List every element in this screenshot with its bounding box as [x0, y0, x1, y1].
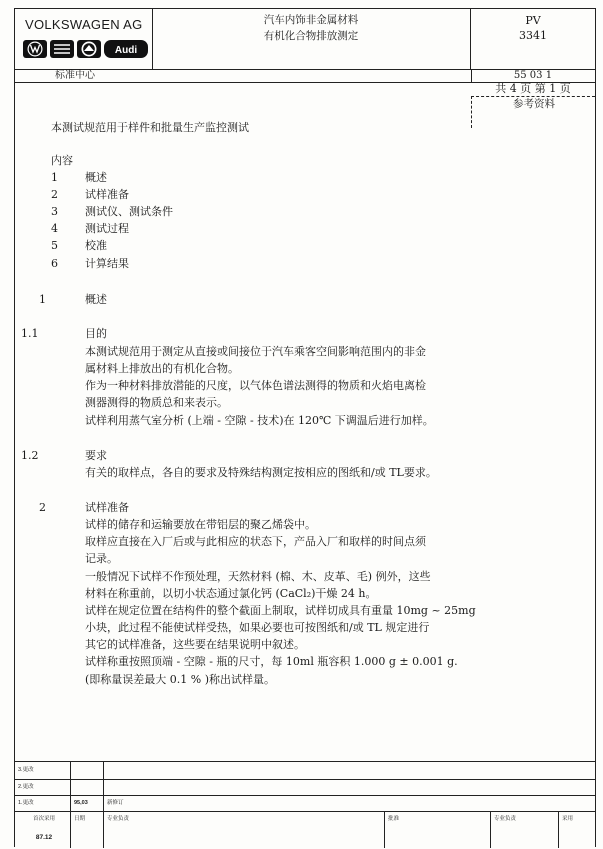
toc-item: 计算结果 [85, 257, 129, 270]
title-line-2: 有机化合物排放测定 [263, 30, 359, 42]
section-title: 试样准备 [85, 501, 129, 514]
paragraph-line: 属材料上排放出的有机化合物。 [85, 362, 239, 375]
audi-logo [104, 40, 148, 58]
paragraph-line: 试样的储存和运输要放在带铝层的聚乙烯袋中。 [85, 518, 316, 531]
toc-item: 试样准备 [85, 188, 129, 201]
responsible2-label: 专业负责 [491, 811, 559, 848]
approval-row [15, 811, 595, 848]
revision-table [15, 761, 595, 848]
document-page [14, 8, 596, 847]
responsible-label: 专业负责 [104, 811, 385, 848]
rev3-label: 3.更改 [15, 762, 71, 779]
title-cell [152, 9, 471, 69]
rev2-date [71, 779, 104, 795]
classification-code: 55 03 1 [513, 70, 553, 81]
revision-row [15, 795, 595, 812]
adopt-label: 采用 [562, 816, 574, 822]
approve-label: 批准 [385, 811, 491, 848]
paragraph-line: 其它的试样准备，这些要在结果说明中叙述。 [85, 638, 305, 651]
brand-logos [23, 39, 149, 59]
audi-logo-text: Audi [114, 45, 138, 56]
paragraph-line: 试样利用蒸气室分析 (上端 - 空隙 - 技术)在 120℃ 下调温后进行加样。 [85, 414, 434, 427]
paragraph-line: 本测试规范用于测定从直接或间接位于汽车乘客空间影响范围内的非金 [85, 345, 426, 358]
skoda-logo [77, 40, 101, 58]
left-margin [0, 0, 12, 849]
title-line-1: 汽车内饰非金属材料 [263, 14, 359, 26]
toc-num: 2 [51, 188, 58, 201]
toc-item: 概述 [85, 171, 107, 184]
rev1-note: 新修订 [107, 800, 124, 806]
paragraph-line: (即称量误差最大 0.1 % )称出试样量。 [85, 673, 276, 686]
sub-header [15, 69, 595, 83]
section-num: 2 [39, 501, 46, 514]
paragraph-line: 材料在称重前，以切小状态通过氯化钙 (CaCl₂)干燥 24 h。 [85, 587, 377, 600]
section-title: 目的 [85, 327, 107, 340]
toc-item: 测试仪、测试条件 [85, 205, 173, 218]
paragraph-line: 作为一种材料排放潜能的尺度，以气体色谱法测得的物质和火焰电离检 [85, 379, 426, 392]
department: 标准中心 [55, 70, 95, 81]
company-name: VOLKSWAGEN AG [25, 17, 143, 32]
rev1-date: 95,03 [71, 795, 104, 811]
toc-item: 测试过程 [85, 222, 129, 235]
intro-text: 本测试规范用于样件和批量生产监控测试 [51, 121, 249, 134]
toc-num: 6 [51, 257, 58, 270]
date-label: 日期 [71, 811, 104, 848]
reference-box [471, 96, 596, 128]
toc-num: 3 [51, 205, 58, 218]
paragraph-line: 试样在规定位置在结构件的整个截面上制取，试样切成具有重量 10mg ~ 25mg [85, 604, 476, 617]
rev2-note [104, 779, 595, 795]
first-use-cell [15, 811, 71, 848]
department-cell [15, 69, 472, 82]
doc-number: 3341 [519, 29, 547, 42]
rev3-note [104, 762, 595, 779]
paragraph-line: 取样应直接在入厂后或与此相应的状态下，产品入厂和取样的时间点须 [85, 535, 426, 548]
section-num: 1 [39, 293, 46, 306]
paragraph-line: 记录。 [85, 552, 118, 565]
toc-heading: 内容 [51, 154, 73, 167]
company-cell [15, 9, 153, 69]
toc-num: 1 [51, 171, 58, 184]
rev1-label: 1.更改 [15, 795, 71, 811]
page-info: 共 4 页 第 1 页 [471, 82, 595, 97]
section-title: 概述 [85, 293, 107, 306]
section-title: 要求 [85, 449, 107, 462]
reference-label: 参考资料 [513, 98, 555, 110]
paragraph-line: 试样称重按照顶端 - 空隙 - 瓶的尺寸，每 10ml 瓶容积 1.000 g ± 0.001 g. [85, 655, 458, 668]
toc-num: 5 [51, 239, 58, 252]
revision-row [15, 779, 595, 796]
first-use-value: 87.12 [35, 834, 53, 841]
rev2-label: 2.更改 [15, 779, 71, 795]
doc-number-cell [471, 9, 595, 69]
side-label [0, 361, 1, 437]
seat-logo [50, 40, 74, 58]
header [15, 9, 595, 70]
first-use-label: 首次采用 [32, 816, 55, 822]
toc-num: 4 [51, 222, 58, 235]
paragraph-line: 一般情况下试样不作预处理，天然材料 (棉、木、皮革、毛) 例外，这些 [85, 570, 431, 583]
section-num: 1.2 [21, 449, 39, 462]
rev3-date [71, 762, 104, 779]
paragraph-line: 有关的取样点，各自的要求及特殊结构测定按相应的图纸和/或 TL要求。 [85, 466, 437, 479]
doc-prefix: PV [525, 14, 541, 27]
vw-logo [23, 40, 47, 58]
section-num: 1.1 [21, 327, 39, 340]
paragraph-line: 测器测得的物质总和来表示。 [85, 396, 228, 409]
toc-item: 校准 [85, 239, 107, 252]
revision-row [15, 762, 595, 780]
paragraph-line: 小块，此过程不能使试样受热，如果必要也可按图纸和/或 TL 规定进行 [85, 621, 430, 634]
